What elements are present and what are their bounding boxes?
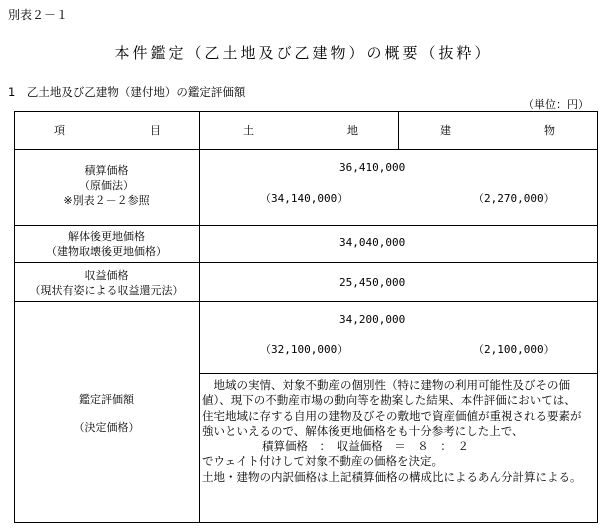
appraisal-explanation (202, 378, 584, 485)
appraisal-value-label (14, 386, 199, 442)
appraisal-value-building: （2,100,000） (473, 343, 555, 356)
header-column-divider (398, 111, 399, 149)
income-price-label (14, 268, 199, 298)
appraisal-value-land: （32,100,000） (260, 343, 349, 356)
table-border-right (597, 111, 598, 523)
explanation-paragraph: でウェイト付けして対象不動産の価格を決定。 (202, 454, 444, 469)
cost-price-label (14, 163, 199, 208)
label-line: ※別表２－２参照 (63, 194, 150, 207)
row-rule (14, 301, 598, 302)
cost-price-land: （34,140,000） (260, 192, 349, 205)
row-rule (14, 225, 598, 226)
header-row-rule (14, 149, 598, 150)
section-heading: 1 乙土地及び乙建物（建付地）の鑑定評価額 (8, 85, 246, 99)
table-border-bottom (14, 522, 598, 523)
label-line: （決定価格） (73, 421, 140, 434)
row-rule (14, 262, 598, 263)
demolition-value-label (14, 229, 199, 259)
cost-price-total: 36,410,000 (339, 161, 406, 174)
label-line: 積算価格 (84, 164, 129, 177)
explanation-paragraph: 土地・建物の内訳価格は上記積算価格の構成比によるあん分計算による。 (202, 469, 582, 484)
label-line: 解体後更地価格 (68, 230, 145, 243)
cost-price-building: （2,270,000） (473, 192, 555, 205)
document-label: 別表２－１ (8, 8, 69, 22)
label-line: 鑑定評価額 (79, 393, 134, 406)
table-border-top (14, 111, 598, 112)
income-price-total: 25,450,000 (339, 276, 406, 289)
explanation-paragraph: 地域の実情、対象不動産の個別性（特に建物の利用可能性及びその価値）、現下の不動産市場の動向等を勘案した結果、本件評価においては、住宅地域に存する自用の建物及びその敷地で資産価値が重視される要素が強いといえるので、解体後更地価格をも十分参考にした上で、 (202, 378, 582, 438)
header-land-char: 土 (243, 124, 254, 137)
label-line: （原価法） (79, 179, 134, 192)
label-line: （建物取壊後更地価格） (46, 245, 167, 258)
appraisal-table (14, 111, 598, 523)
appraisal-value-total: 34,200,000 (339, 313, 406, 326)
header-item-char: 項 (54, 124, 65, 137)
header-building-char: 建 (440, 124, 451, 137)
label-line: 収益価格 (84, 269, 129, 282)
document-title: 本件鑑定（乙土地及び乙建物）の概要（抜粋） (114, 44, 493, 62)
column-divider (199, 111, 200, 523)
demolition-value-total: 34,040,000 (339, 236, 406, 249)
unit-note: （単位：円） (523, 98, 589, 111)
header-building-char: 物 (544, 124, 555, 137)
header-item-char: 目 (150, 124, 161, 137)
header-land-char: 地 (347, 124, 358, 137)
label-line: （現状有姿による収益還元法） (29, 284, 184, 297)
text-box-rule (199, 373, 598, 374)
weight-ratio: 積算価格 ： 収益価格 ＝ ８ ： ２ (262, 439, 469, 454)
